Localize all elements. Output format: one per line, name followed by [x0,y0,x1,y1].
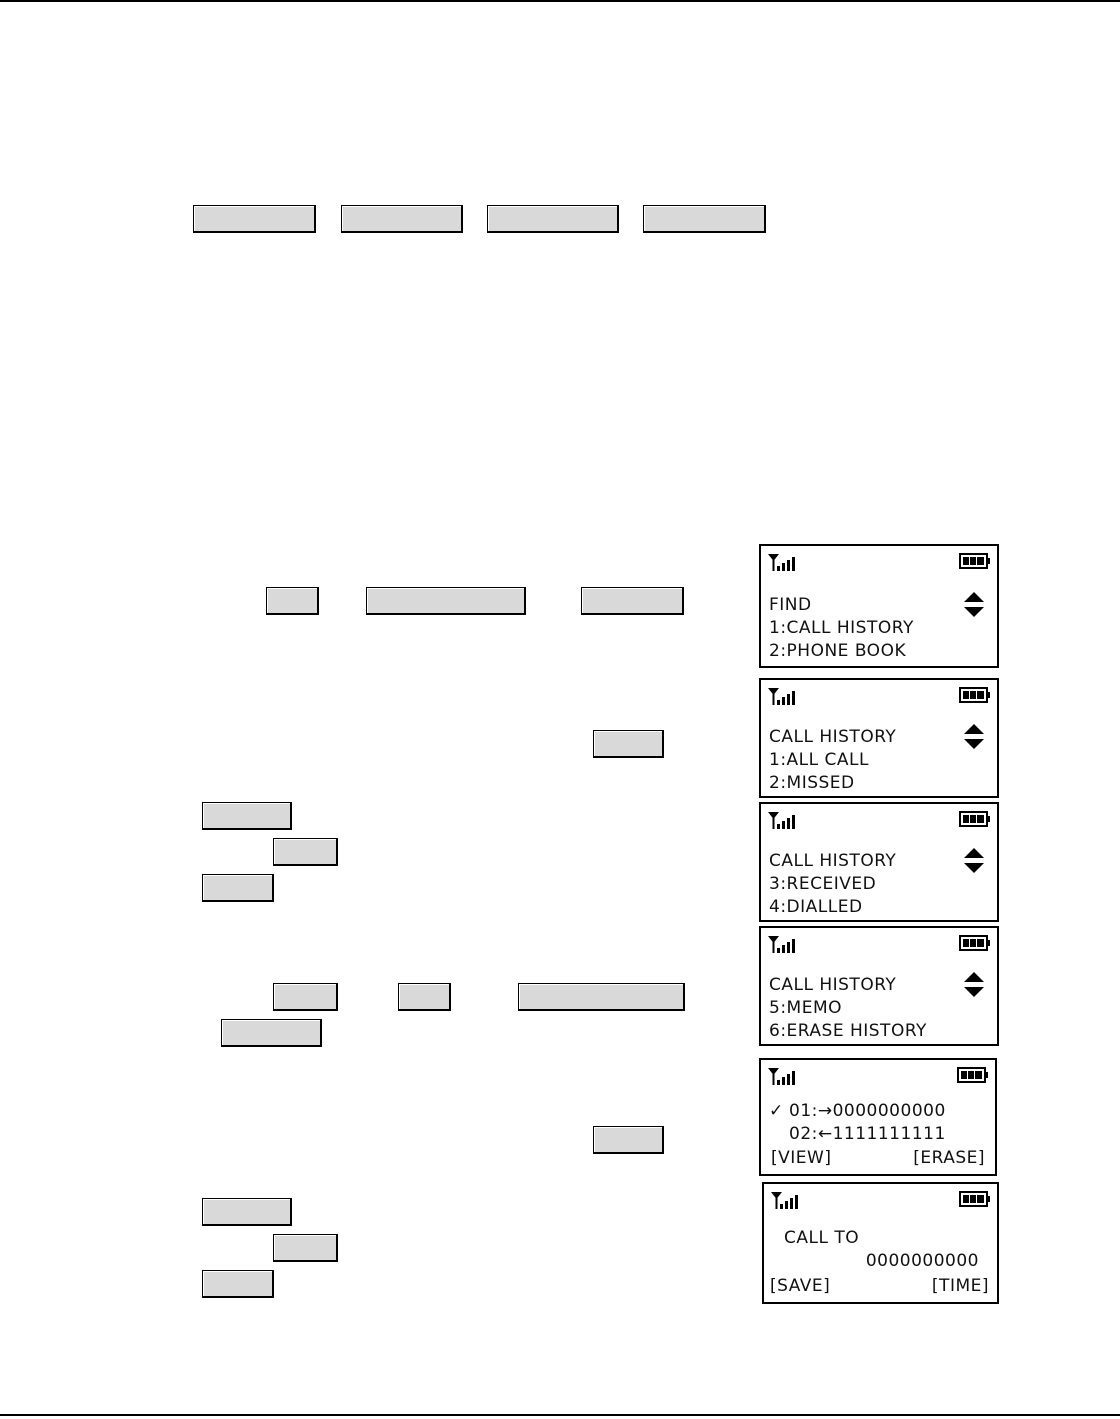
key-image [193,205,316,233]
key-image [487,205,619,233]
key-image [593,1126,664,1154]
phone-screen-call-history-2 [759,802,999,922]
menu-option: 6:ERASE HISTORY [769,1021,927,1041]
menu-option: 4:DIALLED [769,897,863,917]
phone-screen-call-list [759,1058,997,1176]
softkey-left-label: [VIEW] [771,1148,832,1168]
menu-option: 1:CALL HISTORY [769,618,914,638]
menu-option: 5:MEMO [769,998,843,1018]
softkey-left-label: [SAVE] [770,1276,831,1296]
key-image [593,730,664,758]
up-down-arrow-icon [963,970,985,1000]
call-entry: 01:→0000000000 [789,1101,946,1121]
signal-icon [767,1066,797,1086]
bottom-rule [0,1414,1120,1416]
key-image [273,1234,338,1262]
softkey-right-label: [ERASE] [913,1148,985,1168]
battery-icon [959,1191,991,1207]
phone-screen-call-to [762,1182,999,1304]
key-image [202,802,292,830]
signal-icon [767,934,797,954]
key-image [398,983,451,1011]
key-image [202,874,274,902]
key-image [366,587,526,615]
signal-icon [767,810,797,830]
softkey-right-label: [TIME] [931,1276,989,1296]
phone-screen-call-history-3 [759,926,999,1046]
key-image [273,983,338,1011]
phone-screen-call-history-1 [759,678,999,798]
signal-icon [767,686,797,706]
key-image [341,205,463,233]
screen-title: CALL HISTORY [769,851,897,871]
battery-icon [959,687,991,703]
up-down-arrow-icon [963,590,985,620]
up-down-arrow-icon [963,846,985,876]
battery-icon [957,1067,989,1083]
screen-title: CALL TO [784,1228,860,1248]
menu-option: 3:RECEIVED [769,874,877,894]
signal-icon [767,552,797,572]
phone-screen-find [759,544,999,668]
top-rule [0,0,1120,2]
call-entry: 02:←1111111111 [789,1124,946,1144]
key-image [202,1270,274,1298]
key-image [643,205,766,233]
key-image [273,838,338,866]
screen-title: CALL HISTORY [769,727,897,747]
call-number: 0000000000 [865,1251,979,1271]
screen-title: FIND [769,595,812,615]
up-down-arrow-icon [963,722,985,752]
key-image [581,587,684,615]
key-image [202,1198,292,1226]
key-image [518,983,685,1011]
menu-option: 1:ALL CALL [769,750,869,770]
menu-option: 2:PHONE BOOK [769,641,907,661]
battery-icon [959,935,991,951]
key-image [221,1019,322,1047]
key-image [266,587,319,615]
menu-option: 2:MISSED [769,773,855,793]
signal-icon [770,1190,800,1210]
battery-icon [959,553,991,569]
battery-icon [959,811,991,827]
check-mark-icon: ✓ [769,1101,784,1121]
screen-title: CALL HISTORY [769,975,897,995]
